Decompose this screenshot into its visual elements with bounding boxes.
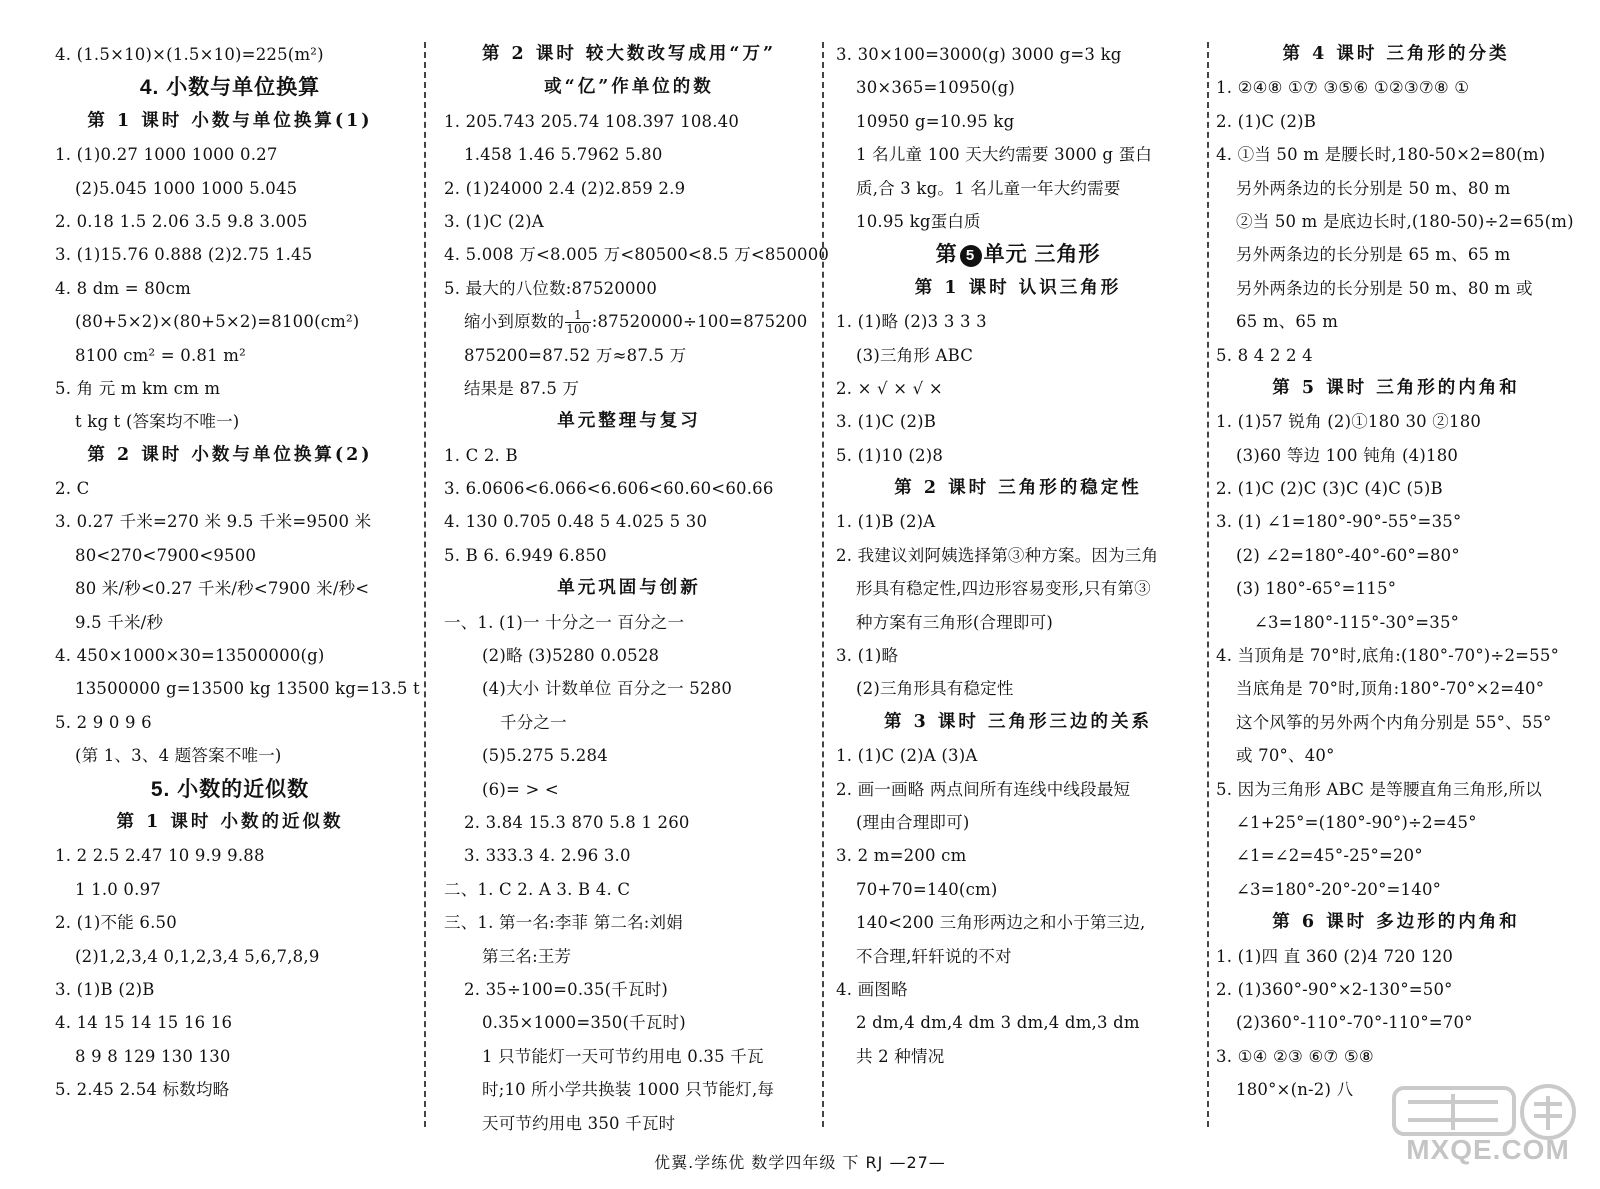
answer-line: [1216, 672, 1576, 705]
answer-text: 4. 14 15 14 15 16 16: [55, 1013, 233, 1033]
answer-line: [836, 539, 1200, 572]
column-divider: [1207, 42, 1209, 1127]
answer-text: ∠1=∠2=45°-25°=20°: [1236, 846, 1423, 866]
answer-line: [836, 38, 1200, 71]
answer-text: (2)1,2,3,4 0,1,2,3,4 5,6,7,8,9: [75, 946, 320, 966]
answer-line: [444, 205, 814, 238]
answer-line: [55, 739, 405, 772]
answer-line: [836, 505, 1200, 538]
answer-line: [444, 272, 814, 305]
answer-line: [1216, 539, 1576, 572]
answer-text: 2 dm,4 dm,4 dm 3 dm,4 dm,3 dm: [856, 1013, 1140, 1033]
watermark-text: MXQE.COM: [1406, 1134, 1570, 1165]
answer-text: 1 只节能灯一天可节约用电 0.35 千瓦: [482, 1046, 764, 1066]
answer-line: [836, 105, 1200, 138]
answer-line: [55, 940, 405, 973]
answer-line: [55, 472, 405, 505]
answer-text: (2)360°-110°-70°-110°=70°: [1236, 1013, 1473, 1033]
answer-line: [55, 539, 405, 572]
answer-line: [55, 172, 405, 205]
answer-text: 70+70=140(cm): [856, 879, 998, 899]
section-heading: [444, 405, 814, 438]
answer-text: 共 2 种情况: [856, 1046, 945, 1066]
section-heading: [444, 71, 814, 104]
answer-line: [836, 606, 1200, 639]
answer-text: 结果是 87.5 万: [464, 378, 580, 398]
section-heading: [55, 105, 405, 138]
answer-line: [55, 706, 405, 739]
answer-line: [1216, 339, 1576, 372]
answer-line: [444, 505, 814, 538]
answer-text: 2. 3.84 15.3 870 5.8 1 260: [464, 812, 690, 832]
answer-text: 千分之一: [500, 712, 567, 732]
answer-line: [55, 1073, 405, 1106]
answer-line: [55, 405, 405, 438]
answer-line: [55, 906, 405, 939]
answer-line: [55, 606, 405, 639]
answer-line: [836, 973, 1200, 1006]
answer-line: [836, 940, 1200, 973]
answer-line: [1216, 973, 1576, 1006]
answer-text: 4. 450×1000×30=13500000(g): [55, 646, 325, 666]
section-heading: [444, 572, 814, 605]
answer-text: 当底角是 70°时,顶角:180°-70°×2=40°: [1236, 679, 1545, 699]
answer-text: 2. 画一画略 两点间所有连线中线段最短: [836, 779, 1131, 799]
answer-text: 1. (1)57 锐角 (2)①180 30 ②180: [1216, 412, 1482, 432]
answer-text: 形具有稳定性,四边形容易变形,只有第③: [856, 579, 1151, 599]
answer-text: 不合理,轩轩说的不对: [856, 946, 1012, 966]
answer-text: 80<270<7900<9500: [75, 545, 257, 565]
answer-line: [55, 372, 405, 405]
answer-text: 3. 30×100=3000(g) 3000 g=3 kg: [836, 45, 1122, 64]
section-heading: [836, 238, 1200, 271]
answer-text: 3. 6.0606<6.066<6.606<60.60<60.66: [444, 479, 774, 499]
answer-line: [836, 1040, 1200, 1073]
answer-text: 5. 2.45 2.54 标数均略: [55, 1080, 230, 1100]
answer-line: [1216, 505, 1576, 538]
answer-text: 第 1 课时 小数的近似数: [116, 811, 344, 832]
answer-text: 2. (1)不能 6.50: [55, 913, 177, 933]
answer-text: 3. 2 m=200 cm: [836, 846, 967, 866]
answer-line: [1216, 272, 1576, 305]
answer-line: [55, 873, 405, 906]
fraction-denominator: 100: [566, 322, 590, 337]
answer-line: [444, 672, 814, 705]
answer-line: [444, 773, 814, 806]
answer-text: 1. C 2. B: [444, 445, 518, 465]
answer-text: 2. C: [55, 479, 90, 499]
column-divider: [822, 42, 824, 1127]
answer-line: [444, 172, 814, 205]
answer-line: [836, 873, 1200, 906]
answer-text: (3)60 等边 100 钝角 (4)180: [1236, 445, 1459, 465]
answer-text: 1.458 1.46 5.7962 5.80: [464, 145, 663, 165]
answer-text: 3. (1)B (2)B: [55, 979, 155, 999]
answer-line: [55, 839, 405, 872]
answer-line: [444, 906, 814, 939]
answer-text: 一、1. (1)一 十分之一 百分之一: [444, 612, 685, 632]
answer-line: [55, 505, 405, 538]
answer-text: (6)= > <: [482, 779, 559, 799]
column-3: [836, 38, 1200, 1138]
answer-text: 3. 0.27 千米=270 米 9.5 千米=9500 米: [55, 512, 372, 532]
answer-line: [1216, 205, 1576, 238]
answer-text: 4. ①当 50 m 是腰长时,180-50×2=80(m): [1216, 145, 1546, 165]
answer-text: 1 名儿童 100 天大约需要 3000 g 蛋白: [856, 145, 1153, 165]
answer-text: 2. (1)360°-90°×2-130°=50°: [1216, 979, 1453, 999]
answer-line: [55, 305, 405, 338]
answer-line: [444, 539, 814, 572]
answer-line: [444, 940, 814, 973]
answer-text: 5. 8 4 2 2 4: [1216, 345, 1313, 365]
answer-text: 5. 因为三角形 ABC 是等腰直角三角形,所以: [1216, 779, 1542, 799]
answer-text: 2. (1)C (2)C (3)C (4)C (5)B: [1216, 479, 1443, 499]
answer-text: 或“亿”作单位的数: [544, 77, 714, 98]
answer-text: 2. (1)C (2)B: [1216, 111, 1317, 131]
answer-line: [444, 138, 814, 171]
answer-line: [444, 606, 814, 639]
answer-text: 4. 画图略: [836, 979, 908, 999]
answer-line: [444, 238, 830, 271]
answer-line: [444, 706, 814, 739]
answer-text: (4)大小 计数单位 百分之一 5280: [482, 679, 733, 699]
answer-text: 第 1 课时 小数与单位换算(1): [87, 110, 373, 131]
column-1: [55, 38, 420, 1138]
answer-text: 80 米/秒<0.27 千米/秒<7900 米/秒<: [75, 579, 370, 599]
answer-line: [55, 138, 405, 171]
answer-text: 13500000 g=13500 kg 13500 kg=13.5 t: [75, 679, 420, 699]
answer-text: 8100 cm² = 0.81 m²: [75, 345, 246, 365]
answer-text: :87520000÷100=875200: [591, 312, 808, 332]
answer-text: 1. (1)C (2)A (3)A: [836, 746, 978, 766]
answer-line: [1216, 606, 1576, 639]
answer-line: [444, 973, 814, 1006]
answer-text: 第 2 课时 小数与单位换算(2): [87, 444, 373, 465]
answer-line: [836, 439, 1200, 472]
answer-text: 2. 0.18 1.5 2.06 3.5 9.8 3.005: [55, 211, 308, 231]
answer-line: [836, 205, 1200, 238]
answer-line: [836, 172, 1200, 205]
answer-text: 另外两条边的长分别是 50 m、80 m: [1236, 178, 1511, 198]
answer-text: (5)5.275 5.284: [482, 746, 608, 766]
watermark: [1388, 1082, 1588, 1182]
answer-text: 10950 g=10.95 kg: [856, 111, 1015, 131]
answer-line: [444, 339, 814, 372]
answer-line: [1216, 138, 1576, 171]
answer-line: [444, 439, 814, 472]
column-2: [444, 38, 830, 1138]
answer-line: [1216, 639, 1576, 672]
answer-line: [836, 372, 1200, 405]
answer-text: 1. (1)B (2)A: [836, 512, 936, 532]
answer-line: [1216, 405, 1576, 438]
section-heading: [55, 439, 405, 472]
answer-text: 单元巩固与创新: [557, 578, 701, 599]
answer-text: (80+5×2)×(80+5×2)=8100(cm²): [75, 312, 360, 332]
answer-text: 第三名:王芳: [482, 946, 572, 966]
answer-text: (3)三角形 ABC: [856, 345, 974, 365]
answer-text: 第: [935, 243, 958, 267]
answer-line: [836, 305, 1200, 338]
answer-text: 单元整理与复习: [557, 411, 701, 432]
column-4: [1216, 38, 1576, 1138]
answer-text: 4. (1.5×10)×(1.5×10)=225(m²): [55, 45, 324, 64]
answer-text: (2)三角形具有稳定性: [856, 679, 1014, 699]
answer-text: 1. (1)略 (2)3 3 3 3: [836, 312, 987, 332]
answer-line: [55, 1006, 405, 1039]
section-heading: [1216, 906, 1576, 939]
answer-line: [1216, 105, 1576, 138]
answer-text: 第 2 课时 较大数改写成用“万”: [481, 44, 777, 64]
answer-line: [55, 238, 405, 271]
answer-line: [444, 105, 814, 138]
answer-text: 1. (1)四 直 360 (2)4 720 120: [1216, 946, 1454, 966]
answer-text: (第 1、3、4 题答案不唯一): [75, 746, 282, 766]
answer-text: 8 9 8 129 130 130: [75, 1046, 231, 1066]
page-footer: 优翼.学练优 数学四年级 下 RJ —27—: [654, 1153, 946, 1172]
answer-text: 4. 8 dm = 80cm: [55, 278, 191, 298]
answer-line: [55, 973, 405, 1006]
answer-line: [1216, 806, 1576, 839]
answer-text: ∠3=180°-20°-20°=140°: [1236, 879, 1442, 899]
section-heading: [55, 71, 405, 104]
answer-line: [55, 38, 405, 71]
answer-line: [836, 906, 1200, 939]
answer-text: 4. 小数与单位换算: [139, 76, 321, 100]
answer-text: 875200=87.52 万≈87.5 万: [464, 345, 687, 365]
answer-text: 3. ①④ ②③ ⑥⑦ ⑤⑧: [1216, 1046, 1374, 1066]
answer-text: 4. 5.008 万<8.005 万<80500<8.5 万<850000: [444, 245, 830, 265]
answer-text: 2. × √ × √ ×: [836, 378, 943, 398]
answer-text: 第 1 课时 认识三角形: [914, 277, 1122, 298]
answer-line: [444, 839, 814, 872]
answer-line: [836, 405, 1200, 438]
answer-text: 单元 三角形: [983, 243, 1101, 267]
answer-text: 1. ②④⑧ ①⑦ ③⑤⑥ ①②③⑦⑧ ①: [1216, 78, 1470, 98]
answer-line: [836, 672, 1200, 705]
answer-line: [55, 672, 420, 705]
watermark-logo-icon: [1388, 1082, 1588, 1142]
answer-line: [444, 305, 814, 338]
answer-text: 3. (1)15.76 0.888 (2)2.75 1.45: [55, 245, 313, 265]
answer-text: 10.95 kg蛋白质: [856, 211, 981, 231]
answer-line: [836, 739, 1200, 772]
answer-text: (理由合理即可): [856, 812, 970, 832]
answer-text: 第 4 课时 三角形的分类: [1282, 44, 1510, 64]
answer-line: [836, 839, 1200, 872]
answer-text: 140<200 三角形两边之和小于第三边,: [856, 913, 1146, 933]
section-heading: [836, 472, 1200, 505]
answer-line: [1216, 238, 1576, 271]
answer-text: (2)略 (3)5280 0.0528: [482, 646, 660, 666]
answer-line: [444, 472, 814, 505]
section-heading: [1216, 372, 1576, 405]
section-heading: [444, 38, 814, 71]
answer-text: ∠1+25°=(180°-90°)÷2=45°: [1236, 812, 1477, 832]
answer-line: [836, 339, 1200, 372]
answer-text: 或 70°、40°: [1236, 746, 1335, 766]
answer-line: [444, 1107, 814, 1140]
answer-line: [1216, 940, 1576, 973]
answer-line: [444, 1006, 814, 1039]
answer-text: 2. (1)24000 2.4 (2)2.859 2.9: [444, 178, 686, 198]
answer-line: [836, 1006, 1200, 1039]
answer-line: [1216, 706, 1576, 739]
answer-text: 质,合 3 kg。1 名儿童一年大约需要: [856, 178, 1121, 198]
answer-line: [1216, 305, 1576, 338]
section-heading: [836, 272, 1200, 305]
answer-text: 4. 130 0.705 0.48 5 4.025 5 30: [444, 512, 708, 532]
answer-text: 三、1. 第一名:李菲 第二名:刘娟: [444, 913, 683, 933]
fraction-numerator: 1: [565, 309, 591, 323]
answer-text: 1 1.0 0.97: [75, 879, 161, 899]
answer-text: 1. 2 2.5 2.47 10 9.9 9.88: [55, 846, 265, 866]
answer-text: 3. 333.3 4. 2.96 3.0: [464, 846, 631, 866]
answer-text: 第 3 课时 三角形三边的关系: [884, 711, 1152, 732]
answer-line: [836, 773, 1200, 806]
answer-text: 缩小到原数的: [464, 312, 565, 332]
section-heading: [55, 773, 405, 806]
answer-text: 4. 当顶角是 70°时,底角:(180°-70°)÷2=55°: [1216, 646, 1560, 666]
answer-line: [836, 806, 1200, 839]
unit-number-badge: 5: [960, 245, 982, 267]
answer-text: 二、1. C 2. A 3. B 4. C: [444, 879, 631, 899]
answer-line: [444, 1073, 814, 1106]
answer-text: 第 5 课时 三角形的内角和: [1272, 377, 1520, 398]
answer-line: [55, 639, 405, 672]
answer-line: [55, 339, 405, 372]
answer-text: ∠3=180°-115°-30°=35°: [1254, 612, 1460, 632]
answer-text: 5. B 6. 6.949 6.850: [444, 545, 607, 565]
answer-line: [1216, 739, 1576, 772]
answer-text: 2. 35÷100=0.35(千瓦时): [464, 979, 669, 999]
answer-text: 第 6 课时 多边形的内角和: [1272, 912, 1520, 933]
answer-text: ②当 50 m 是底边长时,(180-50)÷2=65(m): [1236, 211, 1574, 231]
answer-text: 种方案有三角形(合理即可): [856, 612, 1053, 632]
answer-text: 180°×(n-2) 八: [1236, 1080, 1354, 1100]
answer-text: 这个风筝的另外两个内角分别是 55°、55°: [1236, 712, 1552, 732]
answer-text: 5. 小数的近似数: [150, 777, 310, 801]
answer-text: 0.35×1000=350(千瓦时): [482, 1013, 686, 1033]
answer-text: 5. 最大的八位数:87520000: [444, 278, 658, 298]
answer-text: 第 2 课时 三角形的稳定性: [894, 478, 1142, 499]
answer-line: [444, 873, 814, 906]
answer-line: [1216, 172, 1576, 205]
answer-text: 3. (1) ∠1=180°-90°-55°=35°: [1216, 512, 1462, 532]
answer-line: [1216, 773, 1576, 806]
answer-line: [444, 806, 814, 839]
answer-text: 3. (1)略: [836, 646, 899, 666]
answer-line: [1216, 1040, 1576, 1073]
section-heading: [836, 706, 1200, 739]
answer-line: [55, 272, 405, 305]
answer-text: (3) 180°-65°=115°: [1236, 579, 1397, 599]
answer-text: 天可节约用电 350 千瓦时: [482, 1113, 676, 1133]
answer-text: 2. 我建议刘阿姨选择第③种方案。因为三角: [836, 545, 1159, 565]
column-divider: [424, 42, 426, 1127]
answer-line: [444, 739, 814, 772]
answer-line: [444, 639, 814, 672]
answer-line: [1216, 1006, 1576, 1039]
answer-text: 5. (1)10 (2)8: [836, 445, 944, 465]
answer-line: [836, 71, 1200, 104]
answer-text: 5. 2 9 0 9 6: [55, 712, 152, 732]
answer-line: [1216, 873, 1576, 906]
answer-text: 9.5 千米/秒: [75, 612, 164, 632]
answer-text: 时;10 所小学共换装 1000 只节能灯,每: [482, 1080, 775, 1100]
answer-line: [1216, 71, 1576, 104]
fraction: [565, 309, 591, 336]
answer-text: 65 m、65 m: [1236, 312, 1339, 332]
answer-text: 另外两条边的长分别是 65 m、65 m: [1236, 245, 1511, 265]
answer-line: [836, 639, 1200, 672]
answer-line: [1216, 572, 1576, 605]
answer-line: [1216, 839, 1576, 872]
answer-line: [1216, 439, 1576, 472]
answer-text: 3. (1)C (2)B: [836, 412, 937, 432]
section-heading: [55, 806, 405, 839]
answer-text: 3. (1)C (2)A: [444, 211, 544, 231]
answer-line: [1216, 472, 1576, 505]
answer-line: [444, 1040, 814, 1073]
section-heading: [1216, 38, 1576, 71]
answer-text: 30×365=10950(g): [856, 78, 1016, 98]
answer-line: [55, 1040, 405, 1073]
answer-text: t kg t (答案均不唯一): [75, 412, 240, 432]
answer-line: [444, 372, 814, 405]
answer-line: [836, 572, 1200, 605]
answer-line: [836, 138, 1200, 171]
answer-text: (2)5.045 1000 1000 5.045: [75, 178, 298, 198]
answer-line: [55, 205, 405, 238]
answer-text: 另外两条边的长分别是 50 m、80 m 或: [1236, 278, 1533, 298]
answer-text: 1. 205.743 205.74 108.397 108.40: [444, 111, 740, 131]
answer-text: 5. 角 元 m km cm m: [55, 378, 221, 398]
answer-text: (2) ∠2=180°-40°-60°=80°: [1236, 545, 1460, 565]
answer-line: [55, 572, 405, 605]
answer-text: 1. (1)0.27 1000 1000 0.27: [55, 145, 278, 165]
